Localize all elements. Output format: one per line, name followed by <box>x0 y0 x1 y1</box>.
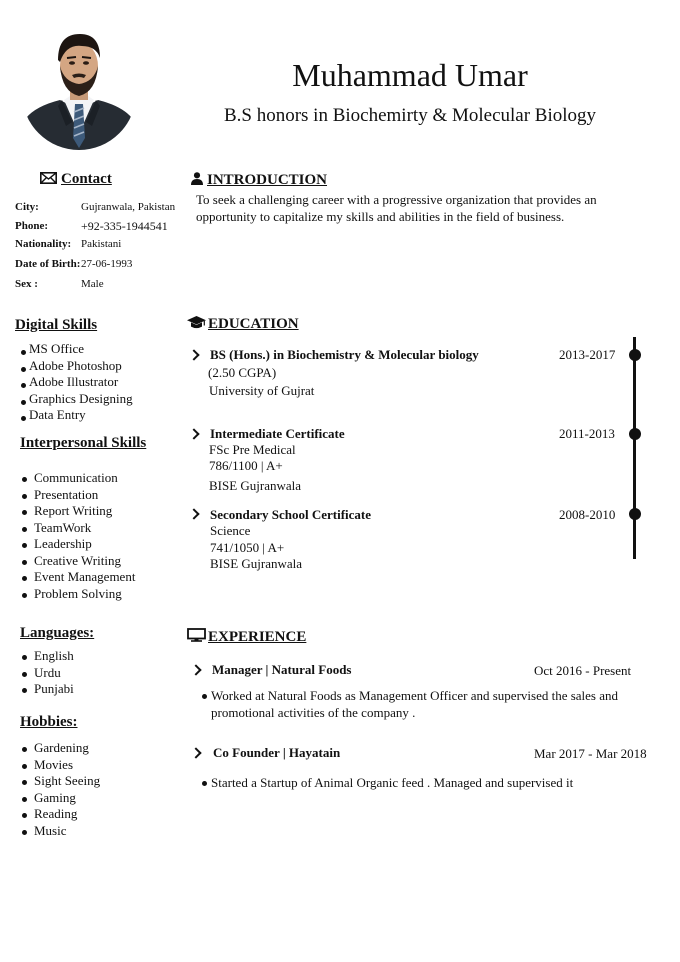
contact-row-dob <box>15 257 185 275</box>
education-years: 2011-2013 <box>559 426 615 441</box>
bullet-dot <box>202 781 207 786</box>
list-item: Data Entry <box>19 407 133 424</box>
timeline-dot <box>629 428 641 440</box>
list-item: Urdu <box>19 665 74 682</box>
contact-row-city <box>15 200 185 218</box>
contact-value: 27-06-1993 <box>81 258 133 270</box>
education-detail: (2.50 CGPA) <box>208 365 277 380</box>
list-item: Event Management <box>19 569 135 586</box>
education-detail: 786/1100 | A+ <box>209 458 283 473</box>
timeline-dot <box>629 349 641 361</box>
list-item: Problem Solving <box>19 586 135 603</box>
education-degree: Secondary School Certificate <box>210 507 372 522</box>
education-detail: BISE Gujranwala <box>210 556 303 571</box>
contact-value: Gujranwala, Pakistan <box>81 201 176 213</box>
list-item: Gardening <box>19 740 100 757</box>
timeline-dot <box>629 508 641 520</box>
experience-period: Oct 2016 - Present <box>534 663 632 678</box>
contact-label: Nationality: <box>15 238 72 250</box>
introduction-heading <box>191 171 327 190</box>
list-item: Presentation <box>19 487 135 504</box>
profile-photo <box>22 26 136 150</box>
contact-label: Phone: <box>15 220 48 232</box>
education-years: 2008-2010 <box>559 507 616 522</box>
chevron-right-icon <box>190 664 201 675</box>
education-years: 2013-2017 <box>559 347 616 362</box>
contact-value: Male <box>81 278 104 290</box>
list-item: MS Office <box>19 341 133 358</box>
experience-description: Worked at Natural Foods as Management Officer and supervised the sales and promotional activities of the company . <box>211 688 619 720</box>
chevron-right-icon <box>188 428 199 439</box>
contact-value: Pakistani <box>81 238 122 250</box>
list-item: Report Writing <box>19 503 135 520</box>
experience-heading <box>187 628 306 647</box>
list-item: Graphics Designing <box>19 391 133 408</box>
list-item: English <box>19 648 74 665</box>
interpersonal-skills-list <box>19 470 135 602</box>
contact-label: Date of Birth: <box>15 258 81 270</box>
contact-row-nationality <box>15 237 185 255</box>
education-timeline <box>633 337 636 559</box>
digital-skills-heading: Digital Skills <box>15 317 98 333</box>
languages-heading: Languages: <box>20 625 95 641</box>
envelope-icon <box>40 171 57 189</box>
monitor-icon <box>187 628 206 647</box>
education-heading <box>187 315 299 334</box>
list-item: TeamWork <box>19 520 135 537</box>
list-item: Communication <box>19 470 135 487</box>
education-detail: BISE Gujranwala <box>209 478 302 493</box>
experience-heading-label: EXPERIENCE <box>208 629 307 645</box>
chevron-right-icon <box>188 349 199 360</box>
contact-heading <box>40 170 112 189</box>
introduction-heading-label: INTRODUCTION <box>207 172 328 188</box>
education-degree: BS (Hons.) in Biochemistry & Molecular biology <box>210 347 479 362</box>
list-item: Leadership <box>19 536 135 553</box>
list-item: Reading <box>19 806 100 823</box>
interpersonal-skills-heading: Interpersonal Skills <box>20 435 147 451</box>
contact-value: +92-335-1944541 <box>81 219 168 233</box>
list-item: Gaming <box>19 790 100 807</box>
experience-description: Started a Startup of Animal Organic feed . Managed and supervised it <box>211 775 574 790</box>
contact-row-phone <box>15 219 185 237</box>
experience-period: Mar 2017 - Mar 2018 <box>534 746 647 761</box>
chevron-right-icon <box>188 508 199 519</box>
contact-row-sex <box>15 277 185 295</box>
list-item: Adobe Photoshop <box>19 358 133 375</box>
list-item: Movies <box>19 757 100 774</box>
education-detail: Science <box>210 523 251 538</box>
bullet-dot <box>202 694 207 699</box>
candidate-degree: B.S honors in Biochemirty & Molecular Biology <box>223 105 597 126</box>
hobbies-list <box>19 740 100 839</box>
candidate-name: Muhammad Umar <box>292 57 528 93</box>
education-degree: Intermediate Certificate <box>210 426 345 441</box>
graduation-cap-icon <box>187 316 206 334</box>
education-detail: 741/1050 | A+ <box>210 540 285 555</box>
chevron-right-icon <box>190 747 201 758</box>
hobbies-heading: Hobbies: <box>20 714 78 730</box>
experience-role: Manager | Natural Foods <box>212 662 352 677</box>
introduction-text: To seek a challenging career with a progressive organization that provides an opportunity to capitalize my skills and abilities in the field of business. <box>196 192 597 224</box>
education-detail: University of Gujrat <box>209 383 315 398</box>
contact-label: Sex : <box>15 278 38 290</box>
languages-list <box>19 648 74 698</box>
list-item: Music <box>19 823 100 840</box>
contact-label: City: <box>15 201 39 213</box>
person-icon <box>191 172 203 190</box>
education-heading-label: EDUCATION <box>208 316 299 332</box>
digital-skills-list <box>19 341 133 424</box>
education-detail: FSc Pre Medical <box>209 442 296 457</box>
list-item: Sight Seeing <box>19 773 100 790</box>
list-item: Adobe Illustrator <box>19 374 133 391</box>
contact-heading-label: Contact <box>61 171 112 187</box>
list-item: Punjabi <box>19 681 74 698</box>
experience-role: Co Founder | Hayatain <box>213 745 341 760</box>
list-item: Creative Writing <box>19 553 135 570</box>
